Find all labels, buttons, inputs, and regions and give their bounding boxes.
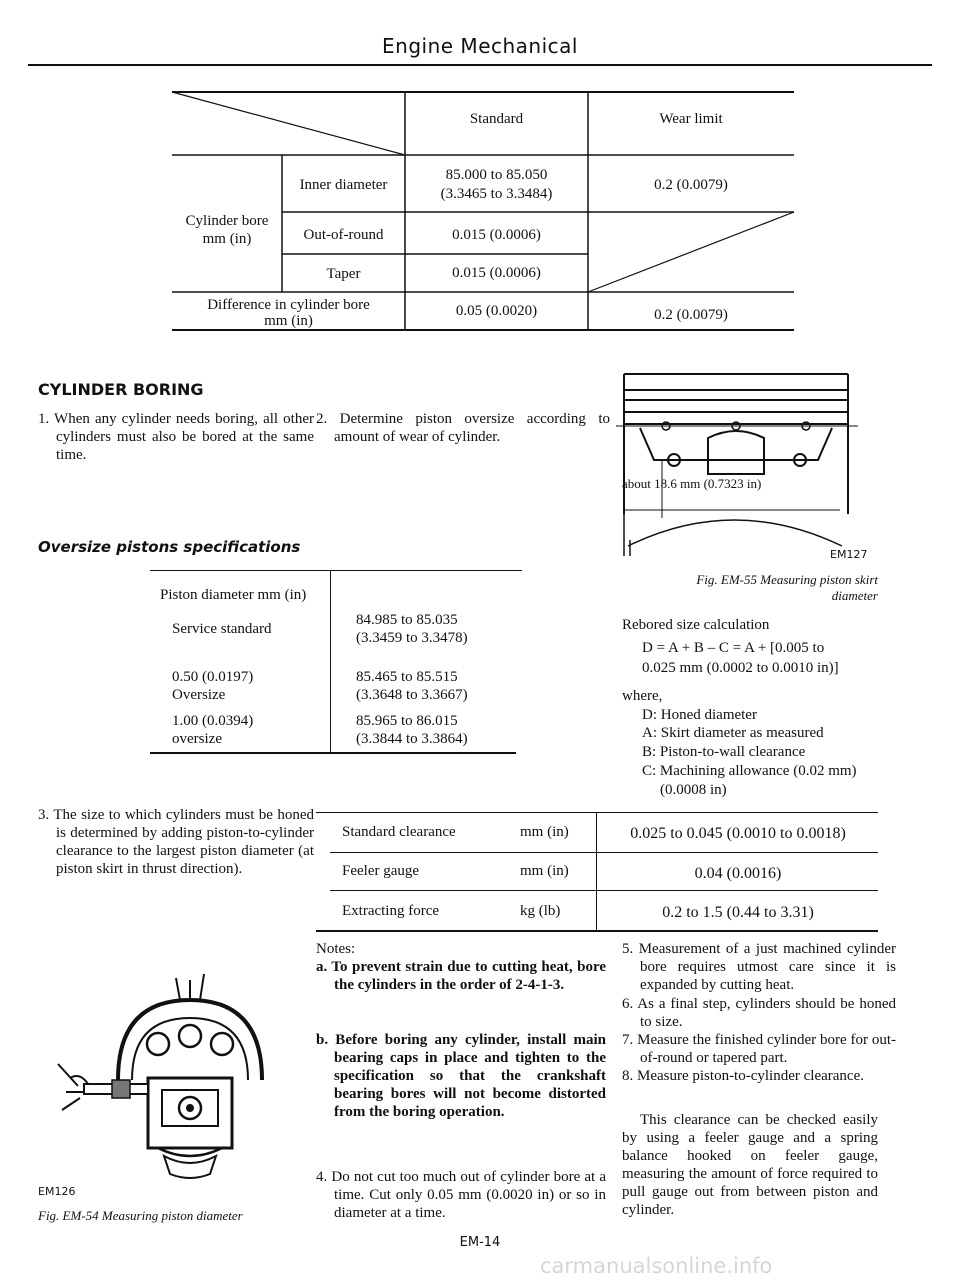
fig-em55-code: EM127: [830, 548, 868, 561]
fig-em54-illustration: [40, 960, 296, 1200]
clearance-row-1-label: Standard clearance: [342, 824, 456, 840]
row-taper-label: Taper: [326, 266, 361, 282]
col-wear-header: Wear limit: [659, 111, 723, 127]
row-out-of-round-std: 0.015 (0.0006): [452, 227, 541, 243]
clearance-row-1-value: 0.025 to 0.045 (0.0010 to 0.0018): [630, 825, 846, 842]
calc-def-c-in: (0.0008 in): [660, 782, 727, 798]
fig-em55-caption-1: Fig. EM-55 Measuring piston skirt: [696, 572, 878, 587]
watermark: carmanualsonline.info: [540, 1254, 773, 1278]
oversize-row-2-v2: (3.3648 to 3.3667): [356, 687, 468, 703]
clearance-row-2-value: 0.04 (0.0016): [694, 865, 782, 882]
diff-std: 0.05 (0.0020): [455, 303, 538, 319]
oversize-row-3-label-1: 1.00 (0.0394): [172, 713, 254, 729]
row-taper-std: 0.015 (0.0006): [452, 265, 541, 281]
cylinder-boring-heading: CYLINDER BORING: [38, 380, 204, 399]
fig-em55-illustration: [610, 364, 880, 574]
oversize-row-3-v1: 85.965 to 86.015: [356, 713, 458, 729]
clearance-row-3-value: 0.2 to 1.5 (0.44 to 3.31): [662, 904, 814, 921]
step-4-text: 4. Do not cut too much out of cylinder bore at a time. Cut only 0.05 mm (0.0020 in) or so in diameter at a time.: [316, 1169, 606, 1221]
col-standard-header: Standard: [469, 111, 524, 127]
calc-where: where,: [622, 688, 663, 704]
step-6-text: 6. As a final step, cylinders should be honed to size.: [622, 996, 896, 1030]
row-out-of-round-label: Out-of-round: [303, 227, 384, 243]
step-3-text: 3. The size to which cylinders must be honed is determined by adding piston-to-cylinder clearance to the largest piston diameter (at piston skirt in thrust direction).: [38, 807, 314, 877]
note-a: a. To prevent strain due to cutting heat, bore the cylinders in the order of 2-4-1-3.: [316, 959, 606, 993]
fig-em54-caption: Fig. EM-54 Measuring piston diameter: [38, 1208, 243, 1223]
calc-title: Rebored size calculation: [622, 617, 770, 633]
step-8-detail: This clearance can be checked easily by using a feeler gauge and a spring balance hooked on feeler gauge, measuring the amount of force required to pull gauge out from between piston and cylinder.: [622, 1112, 878, 1218]
row-inner-diameter-std-2: (3.3465 to 3.3484): [440, 186, 553, 202]
note-b: b. Before boring any cylinder, install main bearing caps in place and tighten to the specification so that the crankshaft bearing bores will not become distorted from the boring operation.: [316, 1032, 606, 1120]
diff-label-2: mm (in): [264, 313, 313, 329]
clearance-row-3-unit: kg (lb): [520, 903, 561, 919]
oversize-row-1-label: Service standard: [172, 621, 272, 637]
row-inner-diameter-std-1: 85.000 to 85.050: [445, 167, 548, 183]
calc-def-d: D: Honed diameter: [642, 707, 757, 723]
fig-em54-code: EM126: [38, 1185, 76, 1198]
clearance-row-1-unit: mm (in): [520, 824, 569, 840]
boring-step-2: 2. Determine piston oversize according to amount of wear of cylinder.: [316, 411, 610, 445]
fig-em55-caption-2: diameter: [831, 588, 878, 603]
cylinder-bore-label: Cylinder bore: [185, 213, 269, 229]
diff-label-1: Difference in cylinder bore: [207, 297, 370, 313]
page-number: EM-14: [459, 1235, 501, 1250]
boring-step-1: 1. When any cylinder needs boring, all other cylinders must also be bored at the same time.: [38, 411, 314, 463]
step-8-text: 8. Measure piston-to-cylinder clearance.: [622, 1068, 864, 1084]
notes-title: Notes:: [316, 941, 356, 957]
calc-formula-2: 0.025 mm (0.0002 to 0.0010 in)]: [642, 660, 839, 676]
oversize-row-1-v2: (3.3459 to 3.3478): [356, 630, 468, 646]
fig-em55-annotation: about 18.6 mm (0.7323 in): [622, 476, 762, 491]
page-header-title: Engine Mechanical: [382, 34, 578, 58]
oversize-row-2-label-2: Oversize: [172, 687, 226, 703]
row-inner-diameter-label: Inner diameter: [299, 177, 388, 193]
row-inner-diameter-wear: 0.2 (0.0079): [654, 177, 728, 193]
oversize-heading: Oversize pistons specifications: [38, 538, 301, 556]
step-5-text: 5. Measurement of a just machined cylinder bore requires utmost care since it is expanded by cutting heat.: [622, 941, 896, 993]
clearance-row-2-unit: mm (in): [520, 863, 569, 879]
clearance-row-2-label: Feeler gauge: [342, 863, 420, 879]
cylinder-bore-unit: mm (in): [202, 231, 252, 247]
oversize-row-2-v1: 85.465 to 85.515: [356, 669, 458, 685]
oversize-row-3-label-2: oversize: [172, 731, 222, 747]
oversize-row-3-v2: (3.3844 to 3.3864): [356, 731, 468, 747]
diff-wear: 0.2 (0.0079): [654, 307, 728, 323]
oversize-row-2-label-1: 0.50 (0.0197): [172, 669, 254, 685]
clearance-row-3-label: Extracting force: [342, 903, 440, 919]
calc-def-c: C: Machining allowance (0.02 mm): [642, 763, 857, 779]
calc-def-a: A: Skirt diameter as measured: [642, 725, 824, 741]
oversize-row-1-v1: 84.985 to 85.035: [356, 612, 458, 628]
step-7-text: 7. Measure the finished cylinder bore for out-of-round or tapered part.: [622, 1032, 896, 1066]
oversize-col-header: Piston diameter mm (in): [160, 587, 307, 603]
calc-def-b: B: Piston-to-wall clearance: [642, 744, 806, 760]
calc-formula-1: D = A + B – C = A + [0.005 to: [642, 640, 825, 656]
